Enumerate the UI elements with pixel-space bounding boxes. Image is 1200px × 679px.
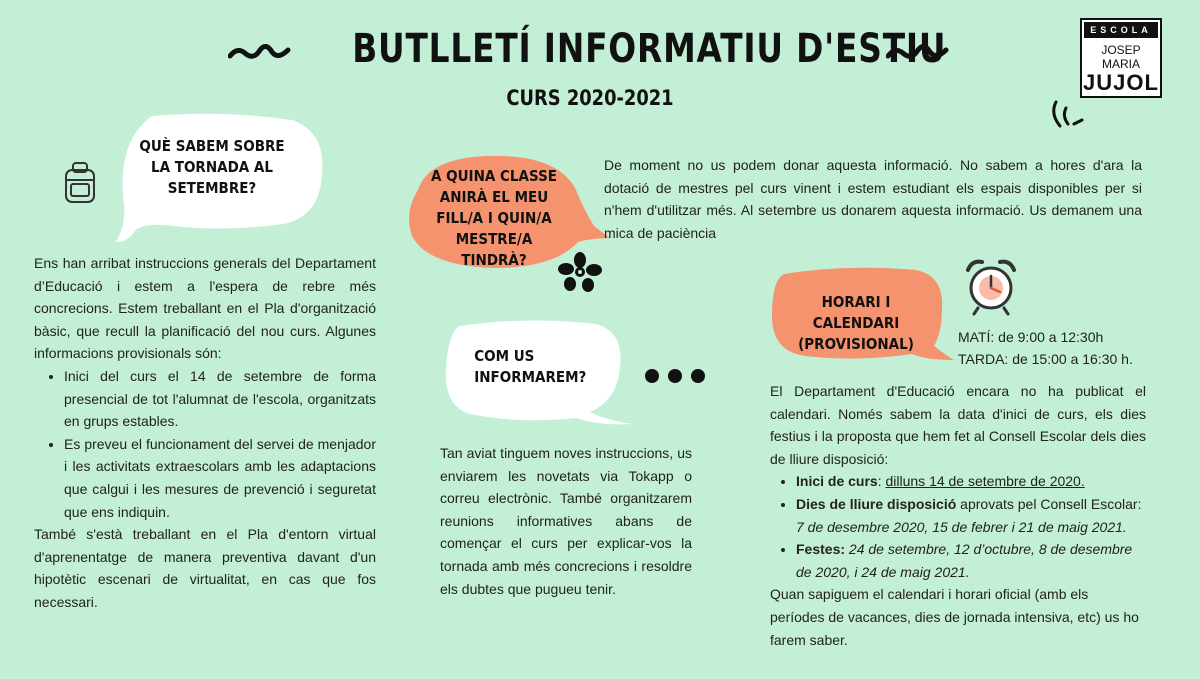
left-bullet-2: • Es preveu el funcionament del servei de menjador i les activitats extraescolars amb les adaptacions que calgui i les mesures de prevenció i seguretat que ens indiquin. [64,433,376,523]
b2-dates: 7 de desembre 2020, 15 de febrer i 21 de maig 2021. [796,518,1127,535]
school-logo [1080,18,1162,98]
b2-text: aprovats pel Consell Escolar: [956,495,1142,512]
swirl-right-icon [886,40,950,64]
sparkle-icon [1048,98,1084,130]
schedule-tarda: TARDA: de 15:00 a 16:30 h. [958,351,1133,367]
left-bullet-1: • Inici del curs el 14 de setembre de forma presencial de tot l'alumnat de l'escola, organitzats en grups estables. [64,365,376,433]
left-column [34,252,376,614]
logo-line2: JOSEP MARIA [1101,43,1141,71]
right-intro: El Departament d'Educació encara no ha publicat el calendari. Només sabem la data d'inici de curs, els dies festius i la proposta que hem fet al Consell Escolar dels dies de lliure disposició: [770,383,1146,467]
logo-line1: ESCOLA [1084,22,1158,38]
b3-label: Festes: [796,541,846,558]
left-bullets [34,365,376,523]
right-bullets [770,470,1146,583]
flower-icon [558,252,602,292]
bubble-quina-classe-text: A QUINA CLASSE ANIRÀ EL MEU FILL/A I QUIN/A MESTRE/A TINDRÀ? [430,167,558,269]
dots-icon [642,366,712,386]
right-bullet-3 [796,538,1146,583]
left-outro: També s'està treballant en el Pla d'entorn virtual d'aprenentatge de manera preventiva davant d'un hipotètic escenari de virtualitat, en cas que fos necessari. [34,526,376,610]
b1-label: Inici de curs [796,473,878,490]
b1-sep: : [877,473,886,490]
right-bullet-1 [796,470,1146,493]
bubble-horari-text: HORARI I CALENDARI (PROVISIONAL) [798,293,914,353]
middle-text: Tan aviat tinguem noves instruccions, us enviarem les novetats via Tokapp o correu electrònic. També organitzarem reunions informatives abans de començar el curs per explicar-vos la tornada amb més concrecions i resoldre els dubtes que pugueu tenir. [440,445,692,597]
page-subtitle: CURS 2020-2021 [506,86,674,110]
schedule-mati: MATÍ: de 9:00 a 12:30h [958,329,1104,345]
page-title: BUTLLETÍ INFORMATIU D'ESTIU [352,26,947,72]
right-column [770,380,1146,651]
bubble-com-us-text: COM US INFORMAREM? [474,347,587,386]
alarm-clock-icon [960,256,1022,316]
logo-line3: JUJOL [1083,70,1159,95]
swirl-left-icon [228,40,292,64]
bubble-que-sabem-text: QUÈ SABEM SOBRE LA TORNADA AL SETEMBRE? [139,137,285,197]
b2-label: Dies de lliure disposició [796,495,957,512]
backpack-icon [60,160,100,204]
left-intro: Ens han arribat instruccions generals del Departament d’Educació i estem a l'espera de rebre més concrecions. Estem treballant en el Pla d'organització bàsic, que recull la planificació del nou curs. Algunes informacions provisionals són: [34,255,376,362]
top-right-text: De moment no us podem donar aquesta informació. No sabem a hores d'ara la dotació de mestres pel curs vinent i estem estudiant els espais disponibles per si n'hem d'utilitzar més. Al setembre us donarem aquesta informació. Us demanem una mica de paciència [604,157,1142,241]
b3-dates: 24 de setembre, 12 d’octubre, 8 de desembre de 2020, i 24 de maig 2021. [796,541,1133,580]
right-outro: Quan sapiguem el calendari i horari oficial (amb els períodes de vacances, dies de jornada intensiva, etc) us ho farem saber. [770,586,1139,648]
right-bullet-2 [796,493,1146,538]
b1-value: dilluns 14 de setembre de 2020. [885,473,1085,490]
